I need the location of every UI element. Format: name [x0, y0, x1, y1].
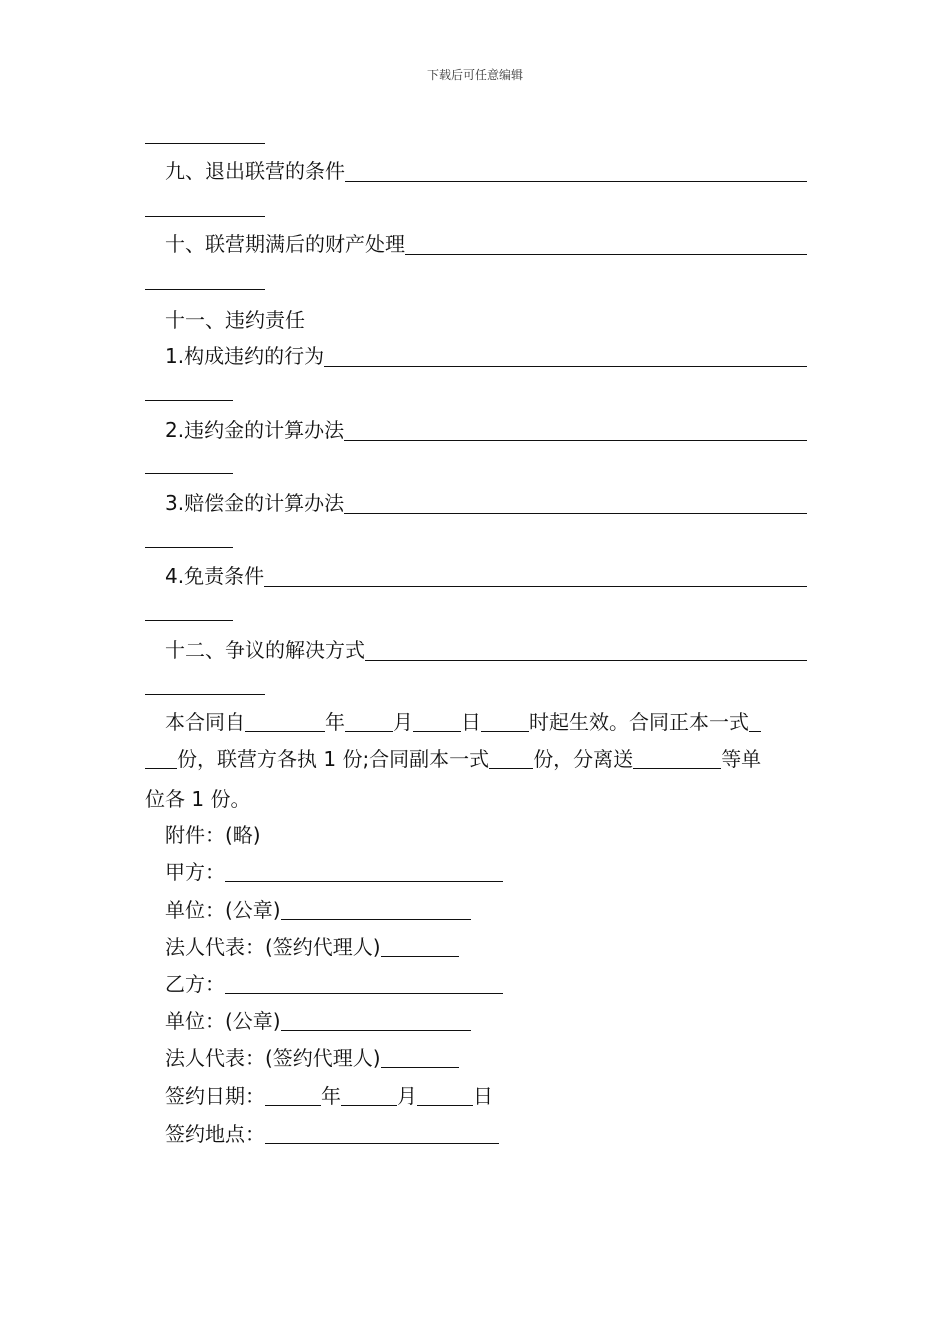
continuation-underline [145, 216, 265, 217]
party-a-rep-row [165, 933, 459, 961]
clause-10-label: 十、联营期满后的财产处理 [165, 232, 405, 256]
clause-11-1 [165, 342, 807, 370]
clause-11-4 [165, 562, 807, 590]
signing-date-label: 签约日期： [165, 1084, 265, 1108]
signing-year-blank [265, 1085, 321, 1106]
clause-9-blank [345, 159, 807, 182]
signing-month: 月 [397, 1084, 417, 1108]
effect-month: 月 [393, 710, 413, 734]
clause-9-label: 九、退出联营的条件 [165, 159, 345, 183]
clause-9 [165, 157, 807, 185]
clause-10 [165, 230, 807, 258]
recipients-blank [633, 748, 721, 769]
party-b-unit-label: 单位：(公章) [165, 1009, 281, 1033]
effect-hour-blank [481, 711, 529, 732]
party-b-rep-row [165, 1044, 459, 1072]
effect-year: 年 [325, 710, 345, 734]
clause-12-blank [365, 638, 807, 661]
party-b-label: 乙方： [165, 972, 225, 996]
original-copies-blank-a [749, 711, 761, 732]
party-a-unit-label: 单位：(公章) [165, 898, 281, 922]
effect-text-5: 等单 [721, 747, 762, 771]
party-a-blank [225, 861, 503, 882]
continuation-underline [145, 620, 233, 621]
clause-11-3 [165, 489, 807, 517]
clause-11-4-blank [264, 564, 807, 587]
effect-month-blank [345, 711, 393, 732]
party-a-rep-label: 法人代表：(签约代理人) [165, 935, 381, 959]
continuation-underline [145, 289, 265, 290]
party-a-row [165, 858, 503, 886]
page-header: 下载后可任意编辑 [426, 68, 523, 82]
continuation-underline [145, 400, 233, 401]
continuation-underline [145, 547, 233, 548]
signing-year: 年 [321, 1084, 341, 1108]
clause-11-4-label: 4.免责条件 [165, 564, 265, 588]
effect-text-2: 时起生效。合同正本一式 [529, 710, 749, 734]
party-b-rep-blank [381, 1047, 459, 1068]
clause-11-3-label: 3.赔偿金的计算办法 [165, 491, 345, 515]
signing-month-blank [341, 1085, 397, 1106]
effect-text-4: 份，分离送 [533, 747, 634, 771]
party-a-unit-blank [281, 899, 471, 920]
clause-11-2 [165, 416, 807, 444]
party-a-label: 甲方： [165, 860, 225, 884]
signing-place-row [165, 1120, 499, 1148]
effect-line-2 [145, 745, 761, 773]
party-b-unit-row [165, 1007, 471, 1035]
effect-day: 日 [461, 710, 481, 734]
clause-11-heading: 十一、违约责任 [165, 308, 305, 332]
clause-12-label: 十二、争议的解决方式 [165, 638, 365, 662]
party-a-unit-row [165, 896, 471, 924]
party-b-unit-blank [281, 1010, 471, 1031]
clause-11-2-blank [344, 418, 807, 441]
effect-line-1 [165, 708, 761, 736]
signing-place-label: 签约地点： [165, 1122, 265, 1146]
party-b-blank [225, 973, 503, 994]
effect-day-blank [413, 711, 461, 732]
attachment: 附件：(略) [165, 823, 261, 847]
signing-day-blank [417, 1085, 473, 1106]
clause-11-3-blank [344, 491, 807, 514]
effect-date-blank [245, 711, 325, 732]
continuation-underline [145, 143, 265, 144]
effect-text-3: 份，联营方各执 1 份;合同副本一式 [177, 747, 490, 771]
original-copies-blank-b [145, 748, 177, 769]
effect-line-3: 位各 1 份。 [145, 787, 251, 811]
duplicate-copies-blank [489, 748, 533, 769]
signing-date-row [165, 1082, 493, 1110]
clause-12 [165, 636, 807, 664]
party-b-row [165, 970, 503, 998]
signing-place-blank [265, 1123, 499, 1144]
party-a-rep-blank [381, 936, 459, 957]
clause-11-1-blank [324, 344, 807, 367]
party-b-rep-label: 法人代表：(签约代理人) [165, 1046, 381, 1070]
clause-11-1-label: 1.构成违约的行为 [165, 344, 325, 368]
signing-day: 日 [473, 1084, 493, 1108]
clause-11-2-label: 2.违约金的计算办法 [165, 418, 345, 442]
continuation-underline [145, 473, 233, 474]
effect-text-1: 本合同自 [165, 710, 245, 734]
clause-10-blank [405, 232, 807, 255]
continuation-underline [145, 694, 265, 695]
